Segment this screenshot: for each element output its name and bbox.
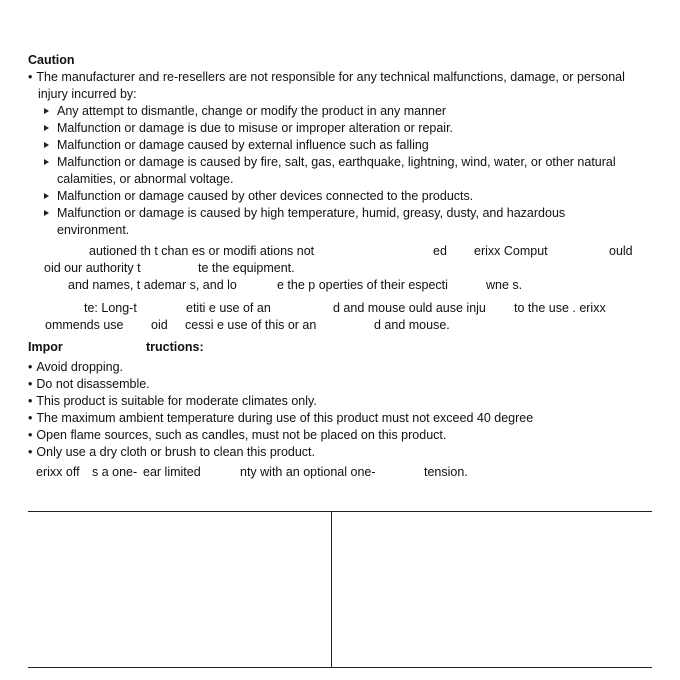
important-item <box>28 427 446 443</box>
fragment-text: cessi e use of this or an <box>185 318 317 332</box>
warranty-text: s a one- <box>92 465 138 479</box>
fragment-text: d and mouse. <box>374 318 450 332</box>
important-item <box>28 359 123 375</box>
caution-item: Malfunction or damage caused by other devices connected to the products. <box>57 189 474 203</box>
caution-intro-line1: The manufacturer and re-resellers are not responsible for any technical malfunctions, damage, or personal <box>36 70 625 84</box>
caution-item: Malfunction or damage caused by external influence such as falling <box>57 138 429 152</box>
important-item-text: Open flame sources, such as candles, must not be placed on this product. <box>36 428 447 442</box>
triangle-bullet-icon <box>44 142 49 148</box>
caution-intro <box>28 69 625 85</box>
caution-item: Malfunction or damage is caused by high temperature, humid, greasy, dusty, and hazardous <box>57 206 566 220</box>
important-item <box>28 410 533 426</box>
fragment-text: erixx Comput <box>474 244 548 258</box>
fragment-text: autioned th t chan es or modifi ations not <box>89 244 315 258</box>
caution-item: Any attempt to dismantle, change or modify the product in any manner <box>57 104 447 118</box>
important-item-text: The maximum ambient temperature during use of this product must not exceed 40 degree <box>36 411 534 425</box>
important-item <box>28 393 317 409</box>
fragment-text: ommends use <box>45 318 124 332</box>
table-bottom-border <box>28 667 652 668</box>
important-item <box>28 444 315 460</box>
fragment-text: d and mouse ould ause inju <box>333 301 486 315</box>
fragment-text: te the equipment. <box>198 261 295 275</box>
triangle-bullet-icon <box>44 108 49 114</box>
important-item-text: Do not disassemble. <box>36 377 150 391</box>
caution-item-cont: environment. <box>57 223 130 237</box>
fragment-text: oid our authority t <box>44 261 141 275</box>
triangle-bullet-icon <box>44 210 49 216</box>
triangle-bullet-icon <box>44 125 49 131</box>
fragment-text: wne s. <box>486 278 523 292</box>
caution-item: Malfunction or damage is caused by fire, salt, gas, earthquake, lightning, wind, water, or other natural <box>57 155 616 169</box>
warranty-text: tension. <box>424 465 468 479</box>
caution-item: Malfunction or damage is due to misuse or improper alteration or repair. <box>57 121 454 135</box>
fragment-text: and names, t ademar s, and lo <box>68 278 237 292</box>
fragment-text: ould <box>609 244 633 258</box>
fragment-text: etiti e use of an <box>186 301 271 315</box>
important-heading-part: Impor <box>28 340 63 354</box>
important-item-text: Avoid dropping. <box>36 360 124 374</box>
important-item-text: Only use a dry cloth or brush to clean this product. <box>36 445 316 459</box>
warranty-text: erixx off <box>36 465 80 479</box>
triangle-bullet-icon <box>44 159 49 165</box>
important-heading-part: tructions: <box>146 340 204 354</box>
warranty-text: ear limited <box>143 465 201 479</box>
table-column-divider <box>331 511 332 668</box>
fragment-text: ed <box>433 244 447 258</box>
fragment-text: oid <box>151 318 168 332</box>
caution-heading: Caution <box>28 53 75 67</box>
caution-item-cont: calamities, or abnormal voltage. <box>57 172 234 186</box>
triangle-bullet-icon <box>44 193 49 199</box>
caution-intro-line2: injury incurred by: <box>38 87 137 101</box>
fragment-text: to the use . erixx <box>514 301 606 315</box>
important-item-text: This product is suitable for moderate climates only. <box>36 394 317 408</box>
fragment-text: te: Long-t <box>84 301 137 315</box>
important-item <box>28 376 150 392</box>
table-top-border <box>28 511 652 512</box>
warranty-text: nty with an optional one- <box>240 465 376 479</box>
fragment-text: e the p operties of their especti <box>277 278 448 292</box>
